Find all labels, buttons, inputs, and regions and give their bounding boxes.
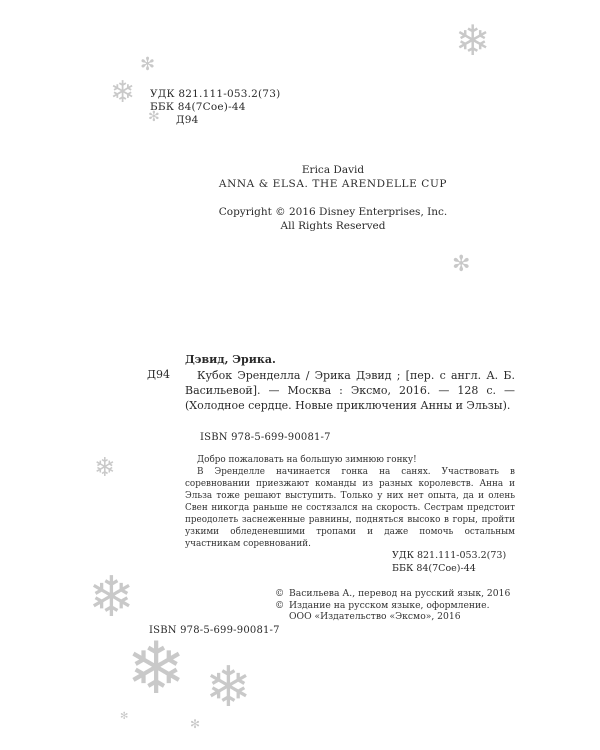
bbk-code: ББК 84(7Сое)-44 <box>150 101 246 113</box>
publisher-credit <box>275 600 515 623</box>
catalog-author: Дэвид, Эрика. <box>185 353 276 366</box>
snowflake-decoration-top-right: ❄ <box>455 16 491 65</box>
catalog-code: Д94 <box>147 368 170 381</box>
snowflake-decoration-bottom-left-huge: ❄ <box>126 626 187 710</box>
bottom-udc-code: УДК 821.111-053.2(73) <box>392 550 507 561</box>
translation-credit <box>275 588 515 600</box>
annotation-body: В Эренделле начинается гонка на санях. Участвовать в соревновании приезжают команды из разных королевств. Анна и Эльза тоже решают выступить. Только у них нет опыта, да и олень Свен никогда раньше не состязался на скорость. Сестрам предстоит преодолеть заснеженные равнины, подняться высоко в горы, пройти узкими обледеневшими тропами и даже помочь остальным участникам соревнований. <box>185 467 515 549</box>
snowflake-decoration-bottom-center-large: ❄ <box>205 655 252 720</box>
catalog-isbn: ISBN 978-5-699-90081-7 <box>200 432 331 443</box>
snowflake-decoration-top-left-large: ❄ <box>110 75 136 110</box>
publisher-credit-text: Издание на русском языке, оформление. ООО «Издательство «Эксмо», 2016 <box>289 599 490 622</box>
snowflake-decoration-left-large: ❄ <box>88 565 135 630</box>
snowflake-decoration-bottom-tiny-2: ✻ <box>120 711 129 722</box>
copyright-symbol: © <box>275 599 285 611</box>
credits-block <box>275 588 515 623</box>
translation-credit-text: Васильева А., перевод на русский язык, 2016 <box>289 588 511 599</box>
bottom-classification <box>392 549 506 575</box>
rights-notice: All Rights Reserved <box>280 220 386 232</box>
copyright-notice: Copyright © 2016 Disney Enterprises, Inc. <box>218 206 448 218</box>
annotation-intro: Добро пожаловать на большую зимнюю гонку! <box>197 455 417 465</box>
snowflake-decoration-middle-right: ✻ <box>452 252 471 277</box>
author-mark: Д94 <box>176 114 199 126</box>
catalog-entry: Кубок Эренделла / Эрика Дэвид ; [пер. с англ. А. Б. Васильевой]. — Москва : Эксмо, 2016. — 128 с. — (Холодное сердце. Новые приключения Анны и Эльзы). <box>185 369 515 412</box>
snowflake-decoration-top-left-small: ✻ <box>140 54 156 75</box>
snowflake-decoration-top-left-tiny: ✻ <box>148 109 160 125</box>
book-annotation <box>185 454 515 550</box>
isbn-bottom: ISBN 978-5-699-90081-7 <box>149 625 280 636</box>
udc-code: УДК 821.111-053.2(73) <box>150 88 281 100</box>
snowflake-decoration-left-medium: ❄ <box>94 453 116 483</box>
top-classification <box>150 88 280 127</box>
bottom-bbk-code: ББК 84(7Сое)-44 <box>392 563 476 574</box>
snowflake-decoration-bottom-tiny-1: ✻ <box>190 717 201 731</box>
original-author: Erica David <box>301 164 365 176</box>
copyright-symbol: © <box>275 588 285 599</box>
original-title: ANNA & ELSA. THE ARENDELLE CUP <box>218 178 448 190</box>
